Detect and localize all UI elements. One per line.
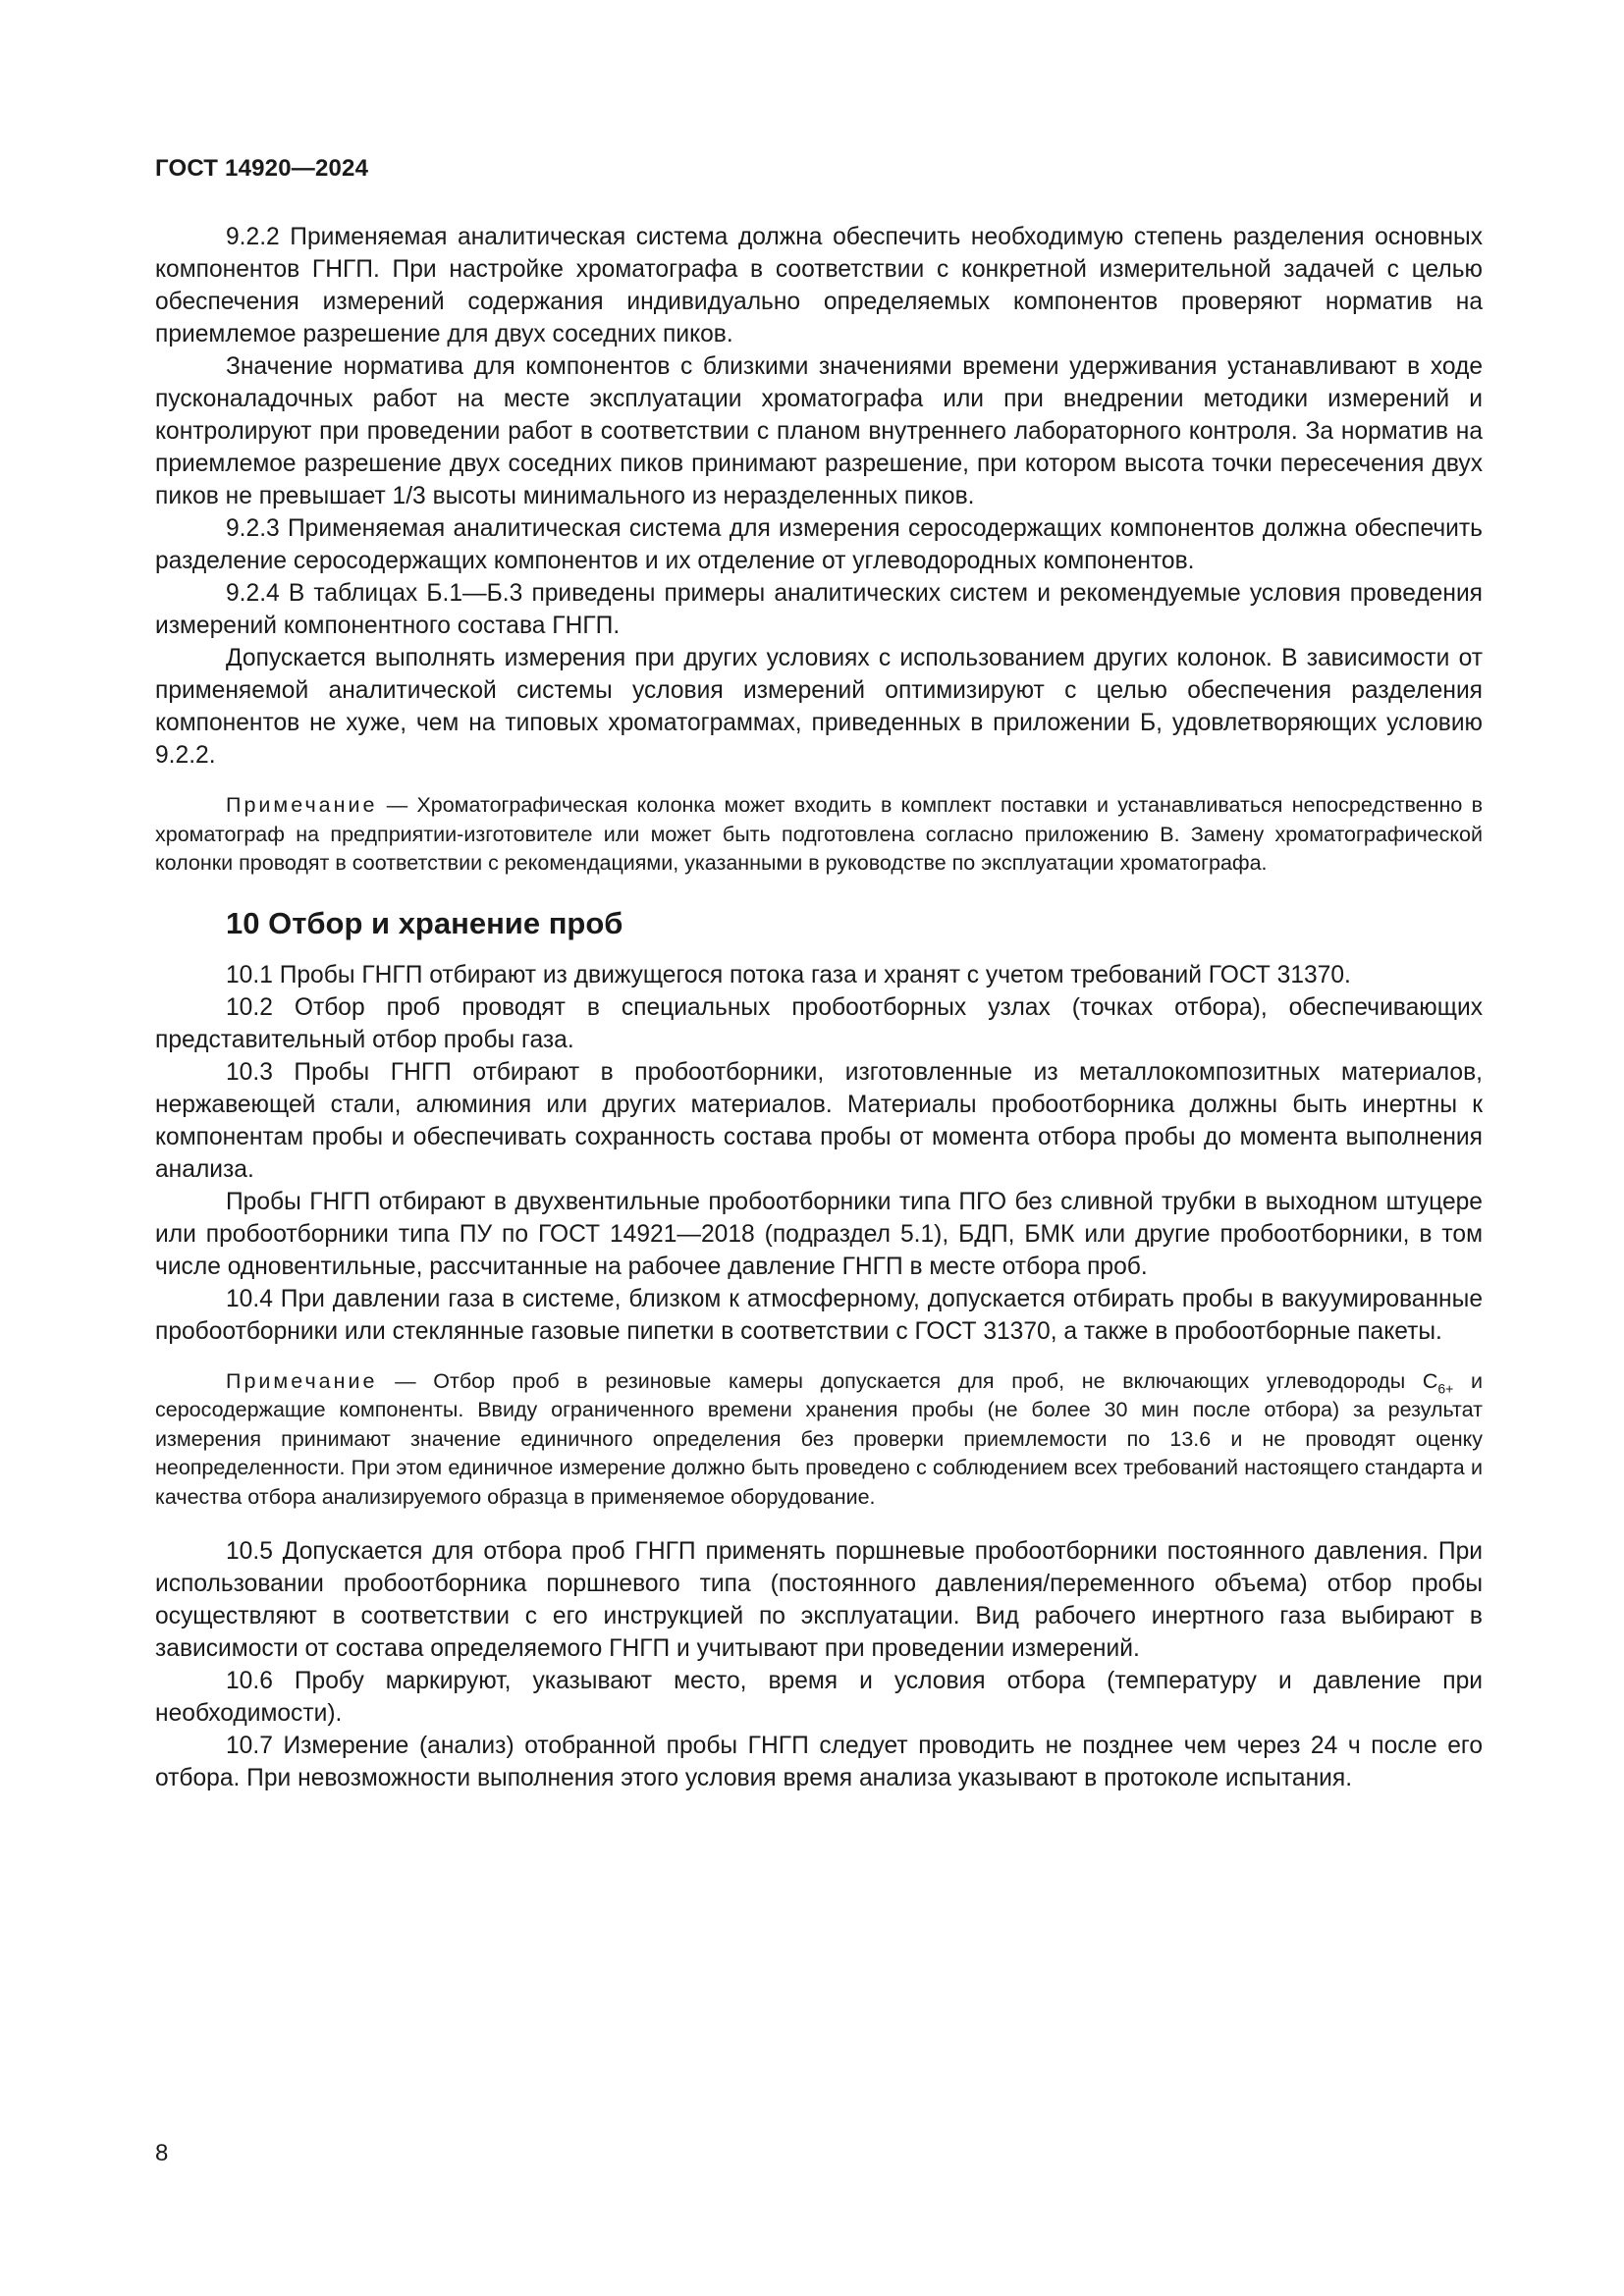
paragraph-10-2: 10.2 Отбор проб проводят в специальных пробоотборных узлах (точках отбора), обеспечивающих представительный отбор пробы газа. xyxy=(155,993,1483,1053)
note-text: — Хроматографическая колонка может входить в комплект поставки и устанавливаться непосредственно в хроматограф на предприятии-изготовителе или может быть подготовлена согласно приложению В. Замену хроматографической колонки проводят в соответствии с рекомендациями, указанными в руководстве по эксплуатации хроматографа. xyxy=(155,793,1483,875)
paragraph-norm-value: Значение норматива для компонентов с близкими значениями времени удерживания устанавливают в ходе пусконаладочных работ на месте эксплуатации хроматографа или при внедрении методики измерений и контролируют при проведении работ в соответствии с планом внутреннего лабораторного контроля. За норматив на приемлемое разрешение двух соседних пиков принимают разрешение, при котором высота точки пересечения двух пиков не превышает 1/3 высоты минимального из неразделенных пиков. xyxy=(155,353,1483,509)
paragraph-9-2-3: 9.2.3 Применяемая аналитическая система для измерения серосодержащих компонентов должна обеспечить разделение серосодержащих компонентов и их отделение от углеводородных компонентов. xyxy=(155,515,1483,574)
page-number: 8 xyxy=(155,2140,169,2166)
document-code-header: ГОСТ 14920—2024 xyxy=(155,155,369,182)
paragraph-10-3: 10.3 Пробы ГНГП отбирают в пробоотборники, изготовленные из металлокомпозитных материалов, нержавеющей стали, алюминия или других материалов. Материалы пробоотборника должны быть инертны к компонентам пробы и обеспечивать сохранность состава пробы от момента отбора пробы до момента выполнения анализа. xyxy=(155,1058,1483,1183)
paragraph-9-2-2: 9.2.2 Применяемая аналитическая система должна обеспечить необходимую степень разделения основных компонентов ГНГП. При настройке хроматографа в соответствии с конкретной измерительной задачей с целью обеспечения измерений содержания индивидуально определяемых компонентов проверяют норматив на приемлемое разрешение для двух соседних пиков. xyxy=(155,224,1483,347)
paragraph-10-7: 10.7 Измерение (анализ) отобранной пробы ГНГП следует проводить не позднее чем через 24 ч после его отбора. При невозможности выполнения этого условия время анализа указывают в протоколе испытания. xyxy=(155,1733,1483,1791)
paragraph-10-6: 10.6 Пробу маркируют, указывают место, время и условия отбора (температуру и давление при необходимости). xyxy=(155,1668,1483,1727)
note-text-after: и серосодержащие компоненты. Ввиду ограниченного времени хранения пробы (не более 30 мин после отбора) за результат измерения принимают значение единичного определения без проверки приемлемости по 13.6 и не проводят оценку неопределенности. При этом единичное измерение должно быть проведено с соблюдением всех требований настоящего стандарта и качества отбора анализируемого образца в применяемое оборудование. xyxy=(155,1368,1484,1509)
note-label: Примечание xyxy=(226,793,378,817)
page-content xyxy=(155,221,1483,1794)
note-text-before: — Отбор проб в резиновые камеры допускается для проб, не включающих углеводороды xyxy=(377,1368,1423,1393)
paragraph-10-5: 10.5 Допускается для отбора проб ГНГП применять поршневые пробоотборники постоянного давления. При использовании пробоотборника поршневого типа (постоянного давления/переменного объема) отбор пробы осуществляют в соответствии с его инструкцией по эксплуатации. Вид рабочего инертного газа выбирают в зависимости от состава определяемого ГНГП и учитывают при проведении измерений. xyxy=(155,1538,1483,1662)
c6-symbol: С xyxy=(1422,1368,1438,1393)
note-label: Примечание xyxy=(226,1368,378,1393)
paragraph-10-1: 10.1 Пробы ГНГП отбирают из движущегося потока газа и хранят с учетом требований ГОСТ 31370. xyxy=(226,961,1351,988)
paragraph-10-4: 10.4 При давлении газа в системе, близком к атмосферному, допускается отбирать пробы в вакуумированные пробоотборники или стеклянные газовые пипетки в соответствии с ГОСТ 31370, а также в пробоотборные пакеты. xyxy=(155,1285,1483,1345)
paragraph-sampler-types: Пробы ГНГП отбирают в двухвентильные пробоотборники типа ПГО без сливной трубки в выходном штуцере или пробоотборники типа ПУ по ГОСТ 14921—2018 (подраздел 5.1), БДП, БМК или другие пробоотборники, в том числе одновентильные, рассчитанные на рабочее давление ГНГП в месте отбора проб. xyxy=(155,1188,1483,1280)
paragraph-other-conditions: Допускается выполнять измерения при других условиях с использованием других колонок. В зависимости от применяемой аналитической системы условия измерений оптимизируют с целью обеспечения разделения компонентов не хуже, чем на типовых хроматограммах, приведенных в приложении Б, удовлетворяющих условию 9.2.2. xyxy=(155,645,1483,769)
c6-subscript: 6+ xyxy=(1437,1379,1454,1396)
note-rubber-chambers xyxy=(155,1367,1483,1513)
paragraph-9-2-4: 9.2.4 В таблицах Б.1—Б.3 приведены примеры аналитических систем и рекомендуемые условия проведения измерений компонентного состава ГНГП. xyxy=(155,580,1483,639)
section-title: 10 Отбор и хранение проб xyxy=(226,905,623,940)
note-chromatographic-column xyxy=(155,791,1483,879)
